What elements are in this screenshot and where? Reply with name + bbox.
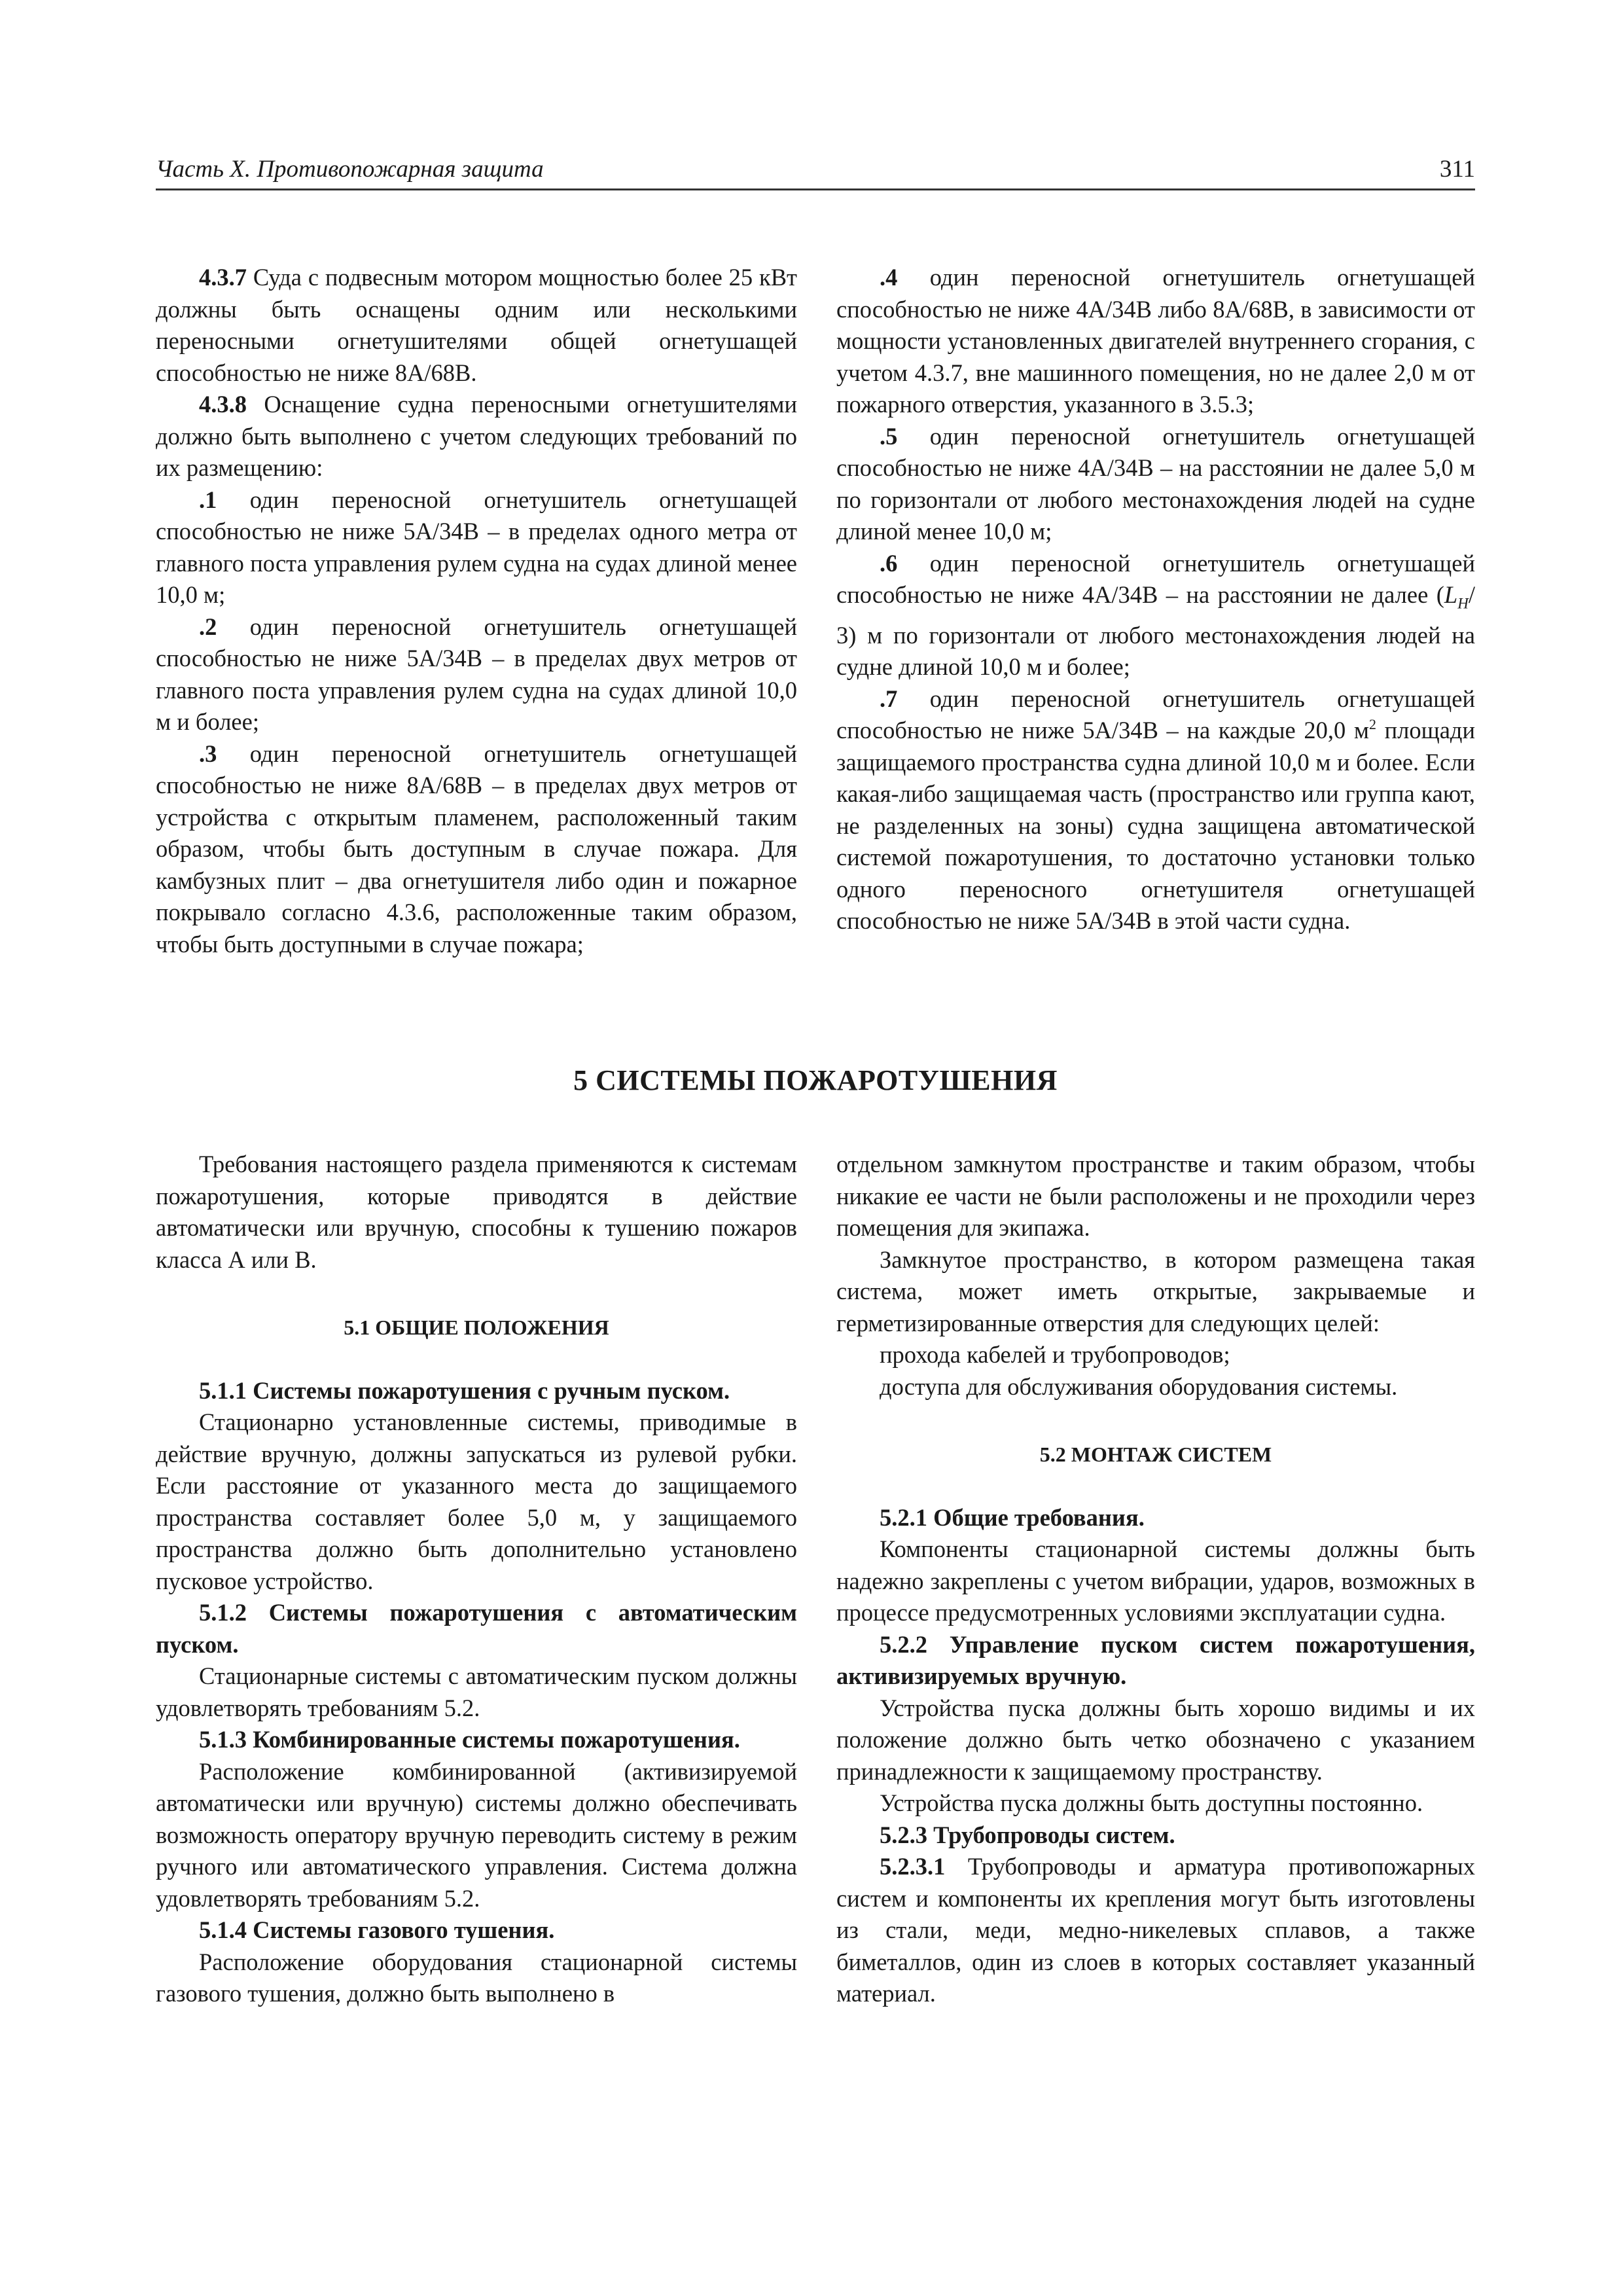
list-item-7: [836, 683, 1475, 937]
item-text: один переносной огнетушитель огнетушащей способностью не ниже 5А/34В – в пределах двух метров от главного поста управления рулем судна на судах длиной 10,0 м и более;: [156, 613, 797, 735]
paragraph-5-1-4: Расположение оборудования стационарной системы газового тушения, должно быть выполнено в: [156, 1948, 797, 2007]
list-item-6: [836, 548, 1475, 683]
item-text: площади защищаемого пространства судна длиной 10,0 м и более. Если какая-либо защищаемая часть (пространство или группа кают, не разделенных на зоны) судна защищена автоматической системой пожаротушения, то достаточно установки только одного переносного огнетушителя огнетушащей способностью не ниже 5А/34В в этой части судна.: [836, 717, 1475, 935]
list-item-access: доступа для обслуживания оборудования системы.: [880, 1372, 1398, 1400]
item-number: .4: [880, 264, 898, 291]
paragraph-5-1-1: Стационарно установленные системы, приводимые в действие вручную, должны запускаться из рулевой рубки. Если расстояние от указанного места до защищаемого пространства составляет более 5,0 м, у защищаемого пространства должно быть дополнительно установлено пусковое устройство.: [156, 1408, 797, 1594]
item-text: м по горизонтали от любого местонахождения людей на судне длиной 10,0 м и более;: [836, 621, 1475, 681]
item-text: один переносной огнетушитель огнетушащей способностью не ниже 5А/34В – на каждые 20,0 м: [836, 685, 1475, 744]
list-item-3: [156, 738, 797, 961]
item-number: .6: [880, 549, 898, 577]
heading-5-1-2: 5.1.2 Системы пожаротушения с автоматическим пуском.: [156, 1599, 797, 1658]
item-number: .2: [199, 613, 217, 640]
heading-5-2-1: 5.2.1 Общие требования.: [880, 1503, 1145, 1531]
item-number: .7: [880, 685, 898, 712]
paragraph-5-1-2: Стационарные системы с автоматическим пуском должны удовлетворять требованиям 5.2.: [156, 1662, 797, 1721]
superscript: 2: [1368, 716, 1376, 733]
running-title: Часть X. Противопожарная защита: [156, 156, 544, 183]
clause-number: 4.3.8: [199, 391, 247, 418]
heading-5-2-2: 5.2.2 Управление пуском систем пожаротушения, активизируемых вручную.: [836, 1630, 1475, 1689]
section-title: 5 СИСТЕМЫ ПОЖАРОТУШЕНИЯ: [573, 1064, 1058, 1096]
formula-symbol: L: [1444, 581, 1458, 608]
clause-text: Суда с подвесным мотором мощностью более 25 кВт должны быть оснащены одним или несколькими переносными огнетушителями общей огнетушащей способностью не ниже 8А/68В.: [156, 264, 797, 386]
heading-5-1: 5.1 ОБЩИЕ ПОЛОЖЕНИЯ: [344, 1316, 609, 1339]
paragraph-5-2-1: Компоненты стационарной системы должны быть надежно закреплены с учетом вибрации, ударов, возможных в процессе предусмотренных условиями эксплуатации судна.: [836, 1535, 1475, 1626]
top-left-column: [156, 262, 797, 960]
paragraph-5-2-2-a: Устройства пуска должны быть хорошо видимы и их положение должно быть четко обозначено с указанием принадлежности к защищаемому пространству.: [836, 1694, 1475, 1785]
list-item-2: [156, 611, 797, 738]
list-item-1: [156, 484, 797, 611]
list-item-cables: прохода кабелей и трубопроводов;: [880, 1341, 1230, 1368]
formula-subscript: H: [1457, 595, 1469, 612]
item-number: .1: [199, 486, 217, 513]
section-intro: Требования настоящего раздела применяются к системам пожаротушения, которые приводятся в действие автоматически или вручную, способны к тушению пожаров класса А или В.: [156, 1151, 797, 1273]
heading-5-2-3: 5.2.3 Трубопроводы систем.: [880, 1821, 1175, 1848]
item-number: .3: [199, 740, 217, 767]
top-right-column: [836, 262, 1475, 937]
paragraph-4-3-7: [156, 262, 797, 389]
item-number: .5: [880, 422, 898, 450]
paragraph-5-1-3: Расположение комбинированной (активизируемой автоматически или вручную) системы должно обеспечивать возможность оператору вручную переводить систему в режим ручного или автоматического управления. Система должна удовлетворять требованиям 5.2.: [156, 1757, 797, 1912]
item-text: один переносной огнетушитель огнетушащей способностью не ниже 5А/34В – в пределах одного метра от главного поста управления рулем судна на судах длиной менее 10,0 м;: [156, 486, 797, 608]
bottom-right-column: [836, 1149, 1475, 2010]
heading-5-1-4: 5.1.4 Системы газового тушения.: [199, 1916, 555, 1943]
running-head: [156, 156, 1475, 190]
paragraph-5-2-2-b: Устройства пуска должны быть доступны постоянно.: [880, 1789, 1423, 1816]
list-item-4: [836, 262, 1475, 421]
item-text: один переносной огнетушитель огнетушащей способностью не ниже 4А/34В – на расстоянии не далее (: [836, 549, 1475, 608]
heading-5-2: 5.2 МОНТАЖ СИСТЕМ: [1039, 1443, 1272, 1466]
paragraph-4-3-8: [156, 389, 797, 484]
bottom-left-column: [156, 1149, 797, 2010]
heading-5-1-3: 5.1.3 Комбинированные системы пожаротушения.: [199, 1726, 740, 1753]
clause-number: 5.2.3.1: [880, 1853, 946, 1880]
heading-5-1-1: 5.1.1 Системы пожаротушения с ручным пуском.: [199, 1376, 730, 1404]
clause-text: Трубопроводы и арматура противопожарных систем и компоненты их крепления могут быть изготовлены из стали, меди, медно-никелевых сплавов, а также биметаллов, один из слоев в которых составляет указанный материал.: [836, 1853, 1475, 2007]
list-item-5: [836, 421, 1475, 548]
item-text: один переносной огнетушитель огнетушащей способностью не ниже 8А/68В – в пределах двух метров от устройства с открытым пламенем, расположенный таким образом, чтобы быть доступным в случае пожара. Для камбузных плит – два огнетушителя либо один и пожарное покрывало согласно 4.3.6, расположенные таким образом, чтобы быть доступными в случае пожара;: [156, 740, 797, 958]
formula-rest: / 3): [836, 581, 1475, 649]
page-number: 311: [1439, 156, 1475, 183]
paragraph-closed-space: Замкнутое пространство, в котором размещена такая система, может иметь открытые, закрываемые и герметизированные отверстия для следующих целей:: [836, 1246, 1475, 1336]
item-text: один переносной огнетушитель огнетушащей способностью не ниже 4А/34В либо 8А/68В, в зависимости от мощности установленных двигателей внутреннего сгорания, с учетом 4.3.7, вне машинного помещения, но не далее 2,0 м от пожарного отверстия, указанного в 3.5.3;: [836, 264, 1475, 418]
item-text: один переносной огнетушитель огнетушащей способностью не ниже 4А/34В – на расстоянии не далее 5,0 м по горизонтали от любого местонахождения людей на судне длиной менее 10,0 м;: [836, 422, 1475, 545]
paragraph-5-2-3-1: [836, 1851, 1475, 2010]
clause-text: Оснащение судна переносными огнетушителями должно быть выполнено с учетом следующих требований по их размещению:: [156, 391, 797, 481]
paragraph-continuation: отдельном замкнутом пространстве и таким образом, чтобы никакие ее части не были расположены и не проходили через помещения для экипажа.: [836, 1151, 1475, 1241]
clause-number: 4.3.7: [199, 264, 247, 291]
